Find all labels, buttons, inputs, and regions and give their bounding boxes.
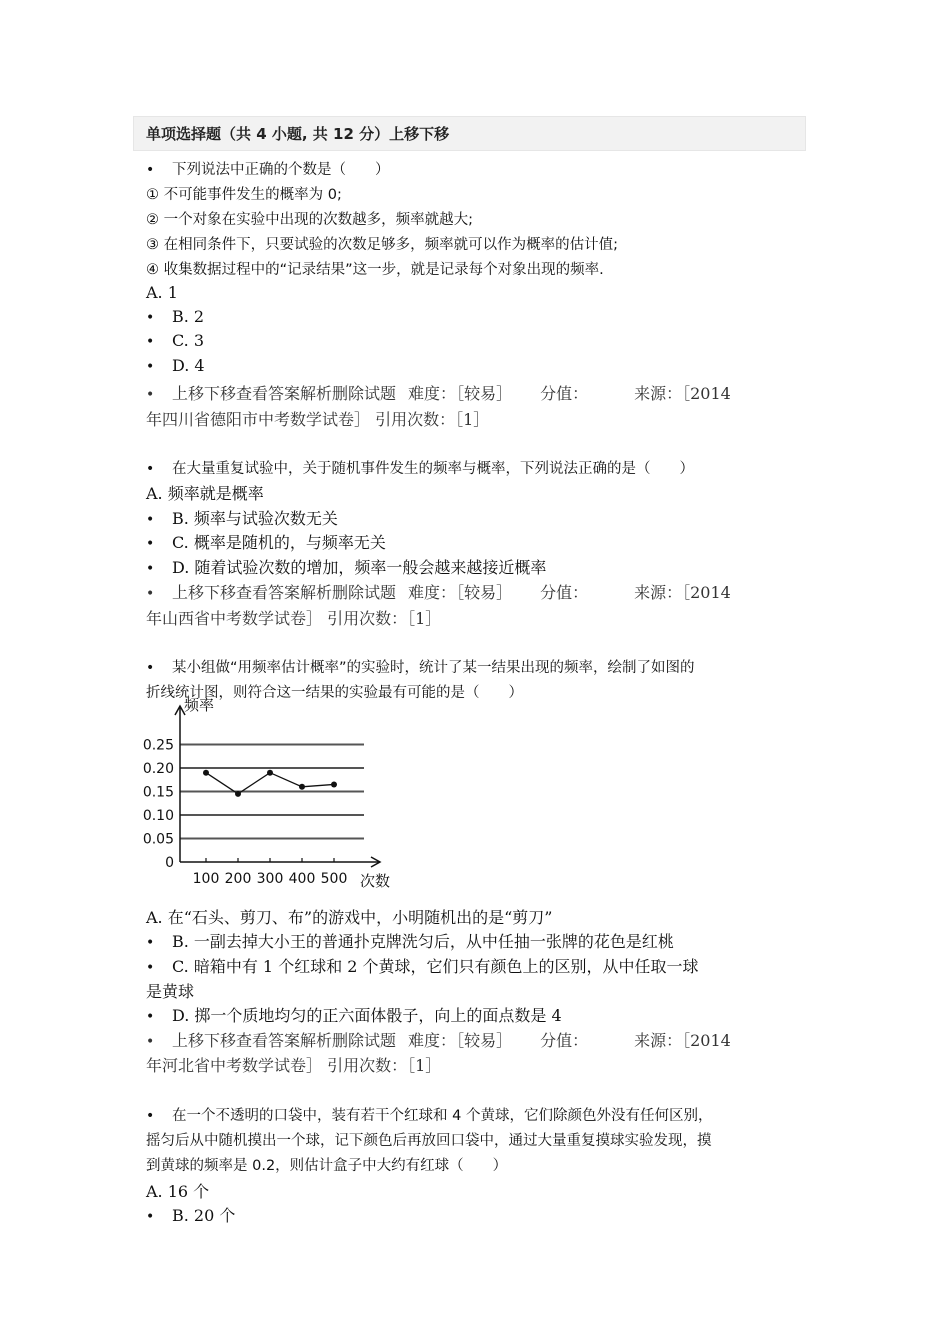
section-title: 单项选择题（共 4 小题, 共 12 分）	[146, 125, 390, 143]
q4-stem-line-1: • 在一个不透明的口袋中，装有若干个红球和 4 个黄球，它们除颜色外没有任何区别，	[146, 1104, 816, 1125]
q3-source-label: 来源：	[634, 1031, 683, 1050]
q3-difficulty-label: 难度：	[408, 1031, 457, 1050]
q2-option-a[interactable]: A. 频率就是概率	[146, 484, 264, 503]
q1-score-label: 分值：	[540, 384, 589, 403]
q3-cite-label: 引用次数：	[327, 1056, 408, 1075]
q2-score-label: 分值：	[540, 583, 589, 602]
frequency-line-chart	[136, 696, 396, 892]
q3-option-a[interactable]: A. 在“石头、剪刀、布”的游戏中，小明随机出的是“剪刀”	[146, 908, 553, 927]
section-header	[133, 116, 806, 151]
x-tick-label: 500	[320, 871, 348, 887]
data-point	[299, 784, 305, 790]
q3-source-2: 年河北省中考数学试卷］	[146, 1056, 323, 1075]
x-axis-title: 次数	[360, 872, 391, 890]
q3-cite: ［1］	[407, 1056, 442, 1075]
q2-option-c[interactable]: • C. 概率是随机的，与频率无关	[146, 530, 816, 553]
q2-move-link[interactable]: 上移下移	[172, 583, 237, 602]
header-move-link[interactable]: 上移下移	[389, 125, 450, 143]
data-point	[331, 781, 337, 787]
q3-move-link[interactable]: 上移下移	[172, 1031, 237, 1050]
q1-stem: • 下列说法中正确的个数是（ ）	[146, 158, 816, 179]
q1-option-a[interactable]: A. 1	[146, 283, 178, 302]
q2-cite-label: 引用次数：	[327, 609, 408, 628]
q1-difficulty-label: 难度：	[408, 384, 457, 403]
q2-stem: • 在大量重复试验中，关于随机事件发生的频率与概率，下列说法正确的是（ ）	[146, 457, 816, 478]
q2-view-answer-link[interactable]: 查看答案解析	[236, 583, 333, 602]
q2-meta	[146, 580, 816, 603]
q1-meta	[146, 381, 816, 404]
y-tick-label: 0.05	[142, 831, 174, 848]
q2-cite: ［1］	[407, 609, 442, 628]
q4-option-a[interactable]: A. 16 个	[146, 1182, 210, 1201]
x-tick-label: 100	[192, 871, 220, 887]
q2-source-2: 年山西省中考数学试卷］	[146, 609, 323, 628]
chart-series	[203, 770, 337, 797]
q1-meta-2	[146, 407, 816, 430]
q1-difficulty: ［较易］	[456, 384, 513, 403]
q4-stem-line-2: 摇匀后从中随机摸出一个球，记下颜色后再放回口袋中，通过大量重复摸球实验发现，摸	[146, 1133, 712, 1149]
q3-delete-link[interactable]: 删除试题	[332, 1031, 397, 1050]
q1-source-1: ［2014	[682, 384, 731, 403]
chart-grid	[180, 745, 364, 839]
q3-option-c[interactable]: • C. 暗箱中有 1 个红球和 2 个黄球，它们只有颜色上的区别，从中任取一球	[146, 954, 816, 977]
y-axis-title: 频率	[184, 696, 215, 714]
y-tick-label: 0.25	[142, 737, 174, 754]
q1-source-label: 来源：	[634, 384, 683, 403]
q1-statement-1: ① 不可能事件发生的概率为 0;	[146, 187, 342, 203]
q3-option-d[interactable]: • D. 掷一个质地均匀的正六面体骰子，向上的面点数是 4	[146, 1003, 816, 1026]
q1-move-link[interactable]: 上移下移	[172, 384, 237, 403]
q1-statement-3: ③ 在相同条件下，只要试验的次数足够多，频率就可以作为概率的估计值;	[146, 237, 618, 253]
q1-option-d[interactable]: • D. 4	[146, 356, 816, 375]
q2-difficulty: ［较易］	[456, 583, 513, 602]
q2-delete-link[interactable]: 删除试题	[332, 583, 397, 602]
y-tick-label: 0.10	[142, 808, 174, 824]
y-tick-label: 0	[165, 855, 174, 871]
q3-stem-line-2: 折线统计图，则符合这一结果的实验最有可能的是（ ）	[146, 685, 523, 701]
q3-source-1: ［2014	[682, 1031, 731, 1050]
x-tick-label: 300	[256, 871, 284, 887]
data-point	[235, 791, 241, 797]
q1-statement-2: ② 一个对象在实验中出现的次数越多，频率就越大;	[146, 212, 473, 228]
q3-option-c-line-2: 是黄球	[146, 982, 195, 1001]
q2-meta-2	[146, 606, 816, 629]
q2-difficulty-label: 难度：	[408, 583, 457, 602]
q3-meta	[146, 1028, 816, 1051]
q1-option-b[interactable]: • B. 2	[146, 307, 816, 326]
q1-cite-label: 引用次数：	[375, 410, 456, 429]
q2-source-label: 来源：	[634, 583, 683, 602]
q1-delete-link[interactable]: 删除试题	[332, 384, 397, 403]
y-tick-label: 0.15	[142, 784, 174, 801]
q1-statement-4: ④ 收集数据过程中的“记录结果”这一步，就是记录每个对象出现的频率.	[146, 262, 604, 278]
q1-view-answer-link[interactable]: 查看答案解析	[236, 384, 333, 403]
q3-option-b[interactable]: • B. 一副去掉大小王的普通扑克牌洗匀后，从中任抽一张牌的花色是红桃	[146, 929, 816, 952]
q4-stem-line-3: 到黄球的频率是 0.2，则估计盒子中大约有红球（ ）	[146, 1158, 508, 1174]
data-point	[267, 770, 273, 776]
y-tick-label: 0.20	[142, 761, 174, 777]
q3-stem-line-1: • 某小组做“用频率估计概率”的实验时，统计了某一结果出现的频率，绘制了如图的	[146, 656, 816, 677]
q1-source-2: 年四川省德阳市中考数学试卷］	[146, 410, 371, 429]
q3-difficulty: ［较易］	[456, 1031, 513, 1050]
q3-view-answer-link[interactable]: 查看答案解析	[236, 1031, 333, 1050]
chart-axes	[175, 706, 380, 867]
q1-cite: ［1］	[455, 410, 490, 429]
x-tick-label: 400	[288, 871, 316, 887]
q2-option-b[interactable]: • B. 频率与试验次数无关	[146, 506, 816, 529]
q1-option-c[interactable]: • C. 3	[146, 331, 816, 350]
q3-score-label: 分值：	[540, 1031, 589, 1050]
q4-option-b[interactable]: • B. 20 个	[146, 1203, 816, 1226]
q2-option-d[interactable]: • D. 随着试验次数的增加，频率一般会越来越接近概率	[146, 555, 816, 578]
x-tick-label: 200	[224, 871, 252, 887]
q2-source-1: ［2014	[682, 583, 731, 602]
data-point	[203, 770, 209, 776]
q3-meta-2	[146, 1053, 816, 1076]
